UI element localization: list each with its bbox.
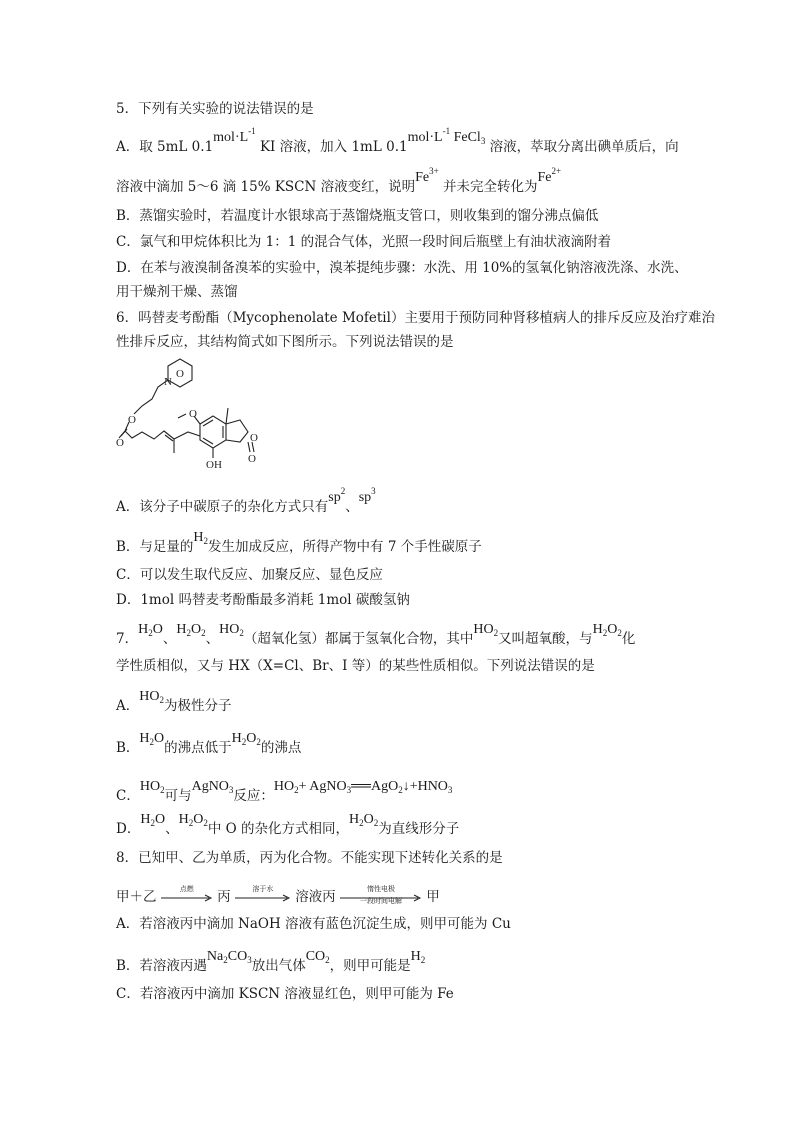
text: 、 xyxy=(345,499,359,515)
f: HO xyxy=(273,779,295,794)
sub: 2 xyxy=(398,785,403,795)
atom-label: O xyxy=(189,408,197,420)
text: B．若溶液丙遇 xyxy=(116,958,207,974)
co2 xyxy=(306,949,330,964)
text: 、 xyxy=(162,631,177,647)
text: A． xyxy=(116,698,140,714)
sub: 2 xyxy=(148,628,153,638)
fe2-formula xyxy=(537,166,562,185)
na2co3 xyxy=(207,949,252,964)
q6-option-b xyxy=(116,530,482,557)
agno3 xyxy=(192,779,234,794)
q7-stem-line1 xyxy=(116,622,636,649)
f: HO xyxy=(139,779,161,794)
sup: 2+ xyxy=(551,166,562,176)
f: O xyxy=(246,731,257,746)
sub: 2 xyxy=(359,818,364,828)
text: KI 溶液，加入 1mL 0.1 xyxy=(255,139,408,155)
text: 反应： xyxy=(233,788,274,804)
text: 并未完全转化为 xyxy=(438,179,538,195)
sub: 2 xyxy=(420,955,426,965)
f: H xyxy=(410,949,421,964)
f: ══AgO xyxy=(351,779,399,794)
q6-stem-line2: 性排斥反应，其结构简式如下图所示。下列说法错误的是 xyxy=(116,334,454,350)
sub: 3 xyxy=(346,785,352,795)
h2 xyxy=(193,530,208,545)
text: B． xyxy=(116,740,140,756)
f: H xyxy=(348,812,360,827)
sup: 2 xyxy=(340,486,346,496)
atom-label: O xyxy=(128,414,136,426)
sub: 2 xyxy=(149,737,155,747)
q6-stem-line1: 6．吗替麦考酚酯（Mycophenolate Mofetil）主要用于预防同种肾移植病人的排斥反应及治疗难治 xyxy=(116,310,715,326)
sup: 3+ xyxy=(429,166,439,176)
q6-option-c: C．可以发生取代反应、加聚反应、显色反应 xyxy=(116,567,383,583)
f: O xyxy=(154,731,165,746)
arrow-label-bottom: 一段时间电解 xyxy=(359,896,402,905)
sub: 2 xyxy=(241,737,247,747)
q7-option-a xyxy=(116,689,232,716)
q7-option-c xyxy=(116,779,453,806)
h2o2 xyxy=(179,812,208,827)
arrow-label: 点燃 xyxy=(179,884,194,893)
exp: -1 xyxy=(248,126,256,136)
ho2 xyxy=(473,622,498,637)
q7-stem-line2: 学性质相似，又与 HX（X=Cl、Br、I 等）的某些性质相似。下列说法错误的是 xyxy=(116,658,595,674)
atom-label: N xyxy=(164,376,172,388)
sub: 2 xyxy=(223,955,228,965)
sub: 2 xyxy=(150,818,155,828)
sub: 2 xyxy=(294,785,299,795)
text: 的沸点低于 xyxy=(164,740,232,756)
sub: 2 xyxy=(159,695,164,705)
f: sp xyxy=(328,490,341,505)
q5-option-a-line2 xyxy=(116,166,562,197)
sub: 2 xyxy=(186,628,191,638)
f: HO xyxy=(219,622,240,637)
q6-option-d: D．1mol 吗替麦考酚酯最多消耗 1mol 碳酸氢钠 xyxy=(116,592,410,608)
atom-label: O xyxy=(250,432,258,444)
text: 的沸点 xyxy=(260,740,302,756)
text: 中 O 的杂化方式相同， xyxy=(207,821,349,837)
f: + AgNO xyxy=(298,779,347,794)
atom-label: O xyxy=(116,437,124,449)
sup: 3 xyxy=(371,486,376,496)
atom-label: O xyxy=(248,453,256,465)
arrow-1 xyxy=(161,884,213,902)
f: sp xyxy=(358,490,372,505)
f: ↓+HNO xyxy=(402,779,448,794)
q8-option-b xyxy=(116,949,426,976)
f: O xyxy=(152,622,163,637)
q5-option-b: B．蒸馏实验时，若温度计水银球高于蒸馏烧瓶支管口，则收集到的馏分沸点偏低 xyxy=(116,208,599,224)
arrow-label-top: 惰性电极 xyxy=(366,884,395,893)
sp3 xyxy=(358,486,376,505)
sub: 2 xyxy=(493,628,499,638)
sub: 3 xyxy=(447,785,453,795)
f: O xyxy=(363,812,374,827)
f: H xyxy=(592,622,603,637)
sub: 2 xyxy=(602,628,608,638)
fecl3: FeCl xyxy=(450,130,481,145)
structure-diagram xyxy=(116,356,296,476)
q8-stem: 8．已知甲、乙为单质，丙为化合物。不能实现下述转化关系的是 xyxy=(116,850,503,866)
exp: -1 xyxy=(442,126,451,136)
unit-text: mol·L xyxy=(407,130,443,145)
f: H xyxy=(193,530,204,545)
f: Fe xyxy=(415,170,430,185)
q5-option-d-line2: 用干燥剂干燥、蒸馏 xyxy=(116,284,238,300)
text: 可与 xyxy=(164,788,192,804)
sub: 2 xyxy=(203,536,209,546)
arrow-label: 溶于水 xyxy=(252,884,274,893)
text: A．该分子中碳原子的杂化方式只有 xyxy=(116,499,329,515)
ho2 xyxy=(219,622,244,637)
text: 溶液，萃取分离出碘单质后，向 xyxy=(485,139,679,155)
h2o xyxy=(138,622,163,637)
f: HO xyxy=(473,622,494,637)
text: 为直线形分子 xyxy=(378,821,460,837)
text: 溶液中滴加 5～6 滴 15% KSCN 溶液变红，说明 xyxy=(116,179,416,195)
f: HO xyxy=(139,689,160,704)
sub: 2 xyxy=(203,818,208,828)
atom-label: O xyxy=(176,368,184,380)
text: 、 xyxy=(205,631,220,647)
scheme-reactants: 甲＋乙 xyxy=(116,889,157,905)
f: H xyxy=(231,731,242,746)
text: 化 xyxy=(621,631,636,647)
fe3-formula xyxy=(415,166,439,185)
q5-option-d-line1: D．在苯与液溴制备溴苯的实验中，溴苯提纯步骤：水洗、用 10%的氢氧化钠溶液洗涤、水洗、 xyxy=(116,260,688,276)
f: O xyxy=(607,622,618,637)
text: C． xyxy=(116,788,140,804)
f: H xyxy=(138,622,149,637)
text: 又叫超氧酸，与 xyxy=(498,631,593,647)
f: H xyxy=(178,812,189,827)
f: AgNO xyxy=(191,779,229,794)
f: Na xyxy=(206,949,224,964)
h2o2 xyxy=(176,622,205,637)
f: O xyxy=(190,622,202,637)
text: 为极性分子 xyxy=(163,698,232,714)
unit xyxy=(213,126,256,145)
text: 放出气体 xyxy=(251,958,306,974)
unit-text: mol·L xyxy=(213,130,249,145)
scheme-solution: 溶液丙 xyxy=(295,889,336,905)
f: H xyxy=(139,731,150,746)
scheme-product: 丙 xyxy=(217,889,231,905)
text: 、 xyxy=(165,821,179,837)
h2o xyxy=(139,731,164,746)
h2o2 xyxy=(349,812,378,827)
sub: 2 xyxy=(617,628,622,638)
q7-option-b xyxy=(116,731,302,758)
sub: 2 xyxy=(325,955,330,965)
q8-reaction-scheme xyxy=(116,884,440,906)
f: Fe xyxy=(537,170,552,185)
scheme-final: 甲 xyxy=(426,889,440,905)
sub: 3 xyxy=(247,955,252,965)
text: 7． xyxy=(116,631,139,647)
text: D． xyxy=(116,821,141,837)
sub: 2 xyxy=(373,818,379,828)
sub: 2 xyxy=(201,628,206,638)
equation xyxy=(274,779,453,794)
text: B．与足量的 xyxy=(116,539,194,555)
f: CO xyxy=(305,949,326,964)
benzene-ring xyxy=(200,416,226,448)
q8-option-c: C．若溶液丙中滴加 KSCN 溶液显红色，则甲可能为 Fe xyxy=(116,986,454,1002)
sub: 2 xyxy=(160,785,165,795)
f: H xyxy=(140,812,151,827)
text: A．取 5mL 0.1 xyxy=(116,139,214,155)
unit xyxy=(407,126,486,146)
q7-option-d xyxy=(116,812,460,839)
q8-option-a: A．若溶液丙中滴加 NaOH 溶液有蓝色沉淀生成，则甲可能为 Cu xyxy=(116,916,511,932)
q6-option-a xyxy=(116,486,376,517)
sub: 2 xyxy=(188,818,194,828)
sub: 2 xyxy=(256,737,261,747)
h2o xyxy=(140,812,165,827)
ho2 xyxy=(140,779,165,794)
arrow-2 xyxy=(235,884,291,902)
atom-label: OH xyxy=(206,459,222,471)
sub: 3 xyxy=(480,136,486,146)
text: 发生加成反应，所得产物中有 7 个手性碳原子 xyxy=(208,539,482,555)
f: O xyxy=(193,812,204,827)
q5-stem: 5．下列有关实验的说法错误的是 xyxy=(116,101,314,117)
h2 xyxy=(411,949,426,964)
ethyl-chain xyxy=(134,380,168,414)
f: CO xyxy=(227,949,248,964)
h2o2 xyxy=(593,622,622,637)
q5-option-c: C．氯气和甲烷体积比为 1：1 的混合气体，光照一段时间后瓶壁上有油状液滴附着 xyxy=(116,234,612,250)
arrow-3 xyxy=(340,884,422,905)
sp2 xyxy=(328,486,346,505)
sub: 2 xyxy=(239,628,244,638)
ho2 xyxy=(139,689,164,704)
sub: 3 xyxy=(228,785,234,795)
h2o2 xyxy=(232,731,261,746)
text: ，则甲可能是 xyxy=(329,958,411,974)
f: O xyxy=(154,812,166,827)
f: H xyxy=(176,622,187,637)
text: （超氧化氢）都属于氢氧化合物，其中 xyxy=(243,631,474,647)
